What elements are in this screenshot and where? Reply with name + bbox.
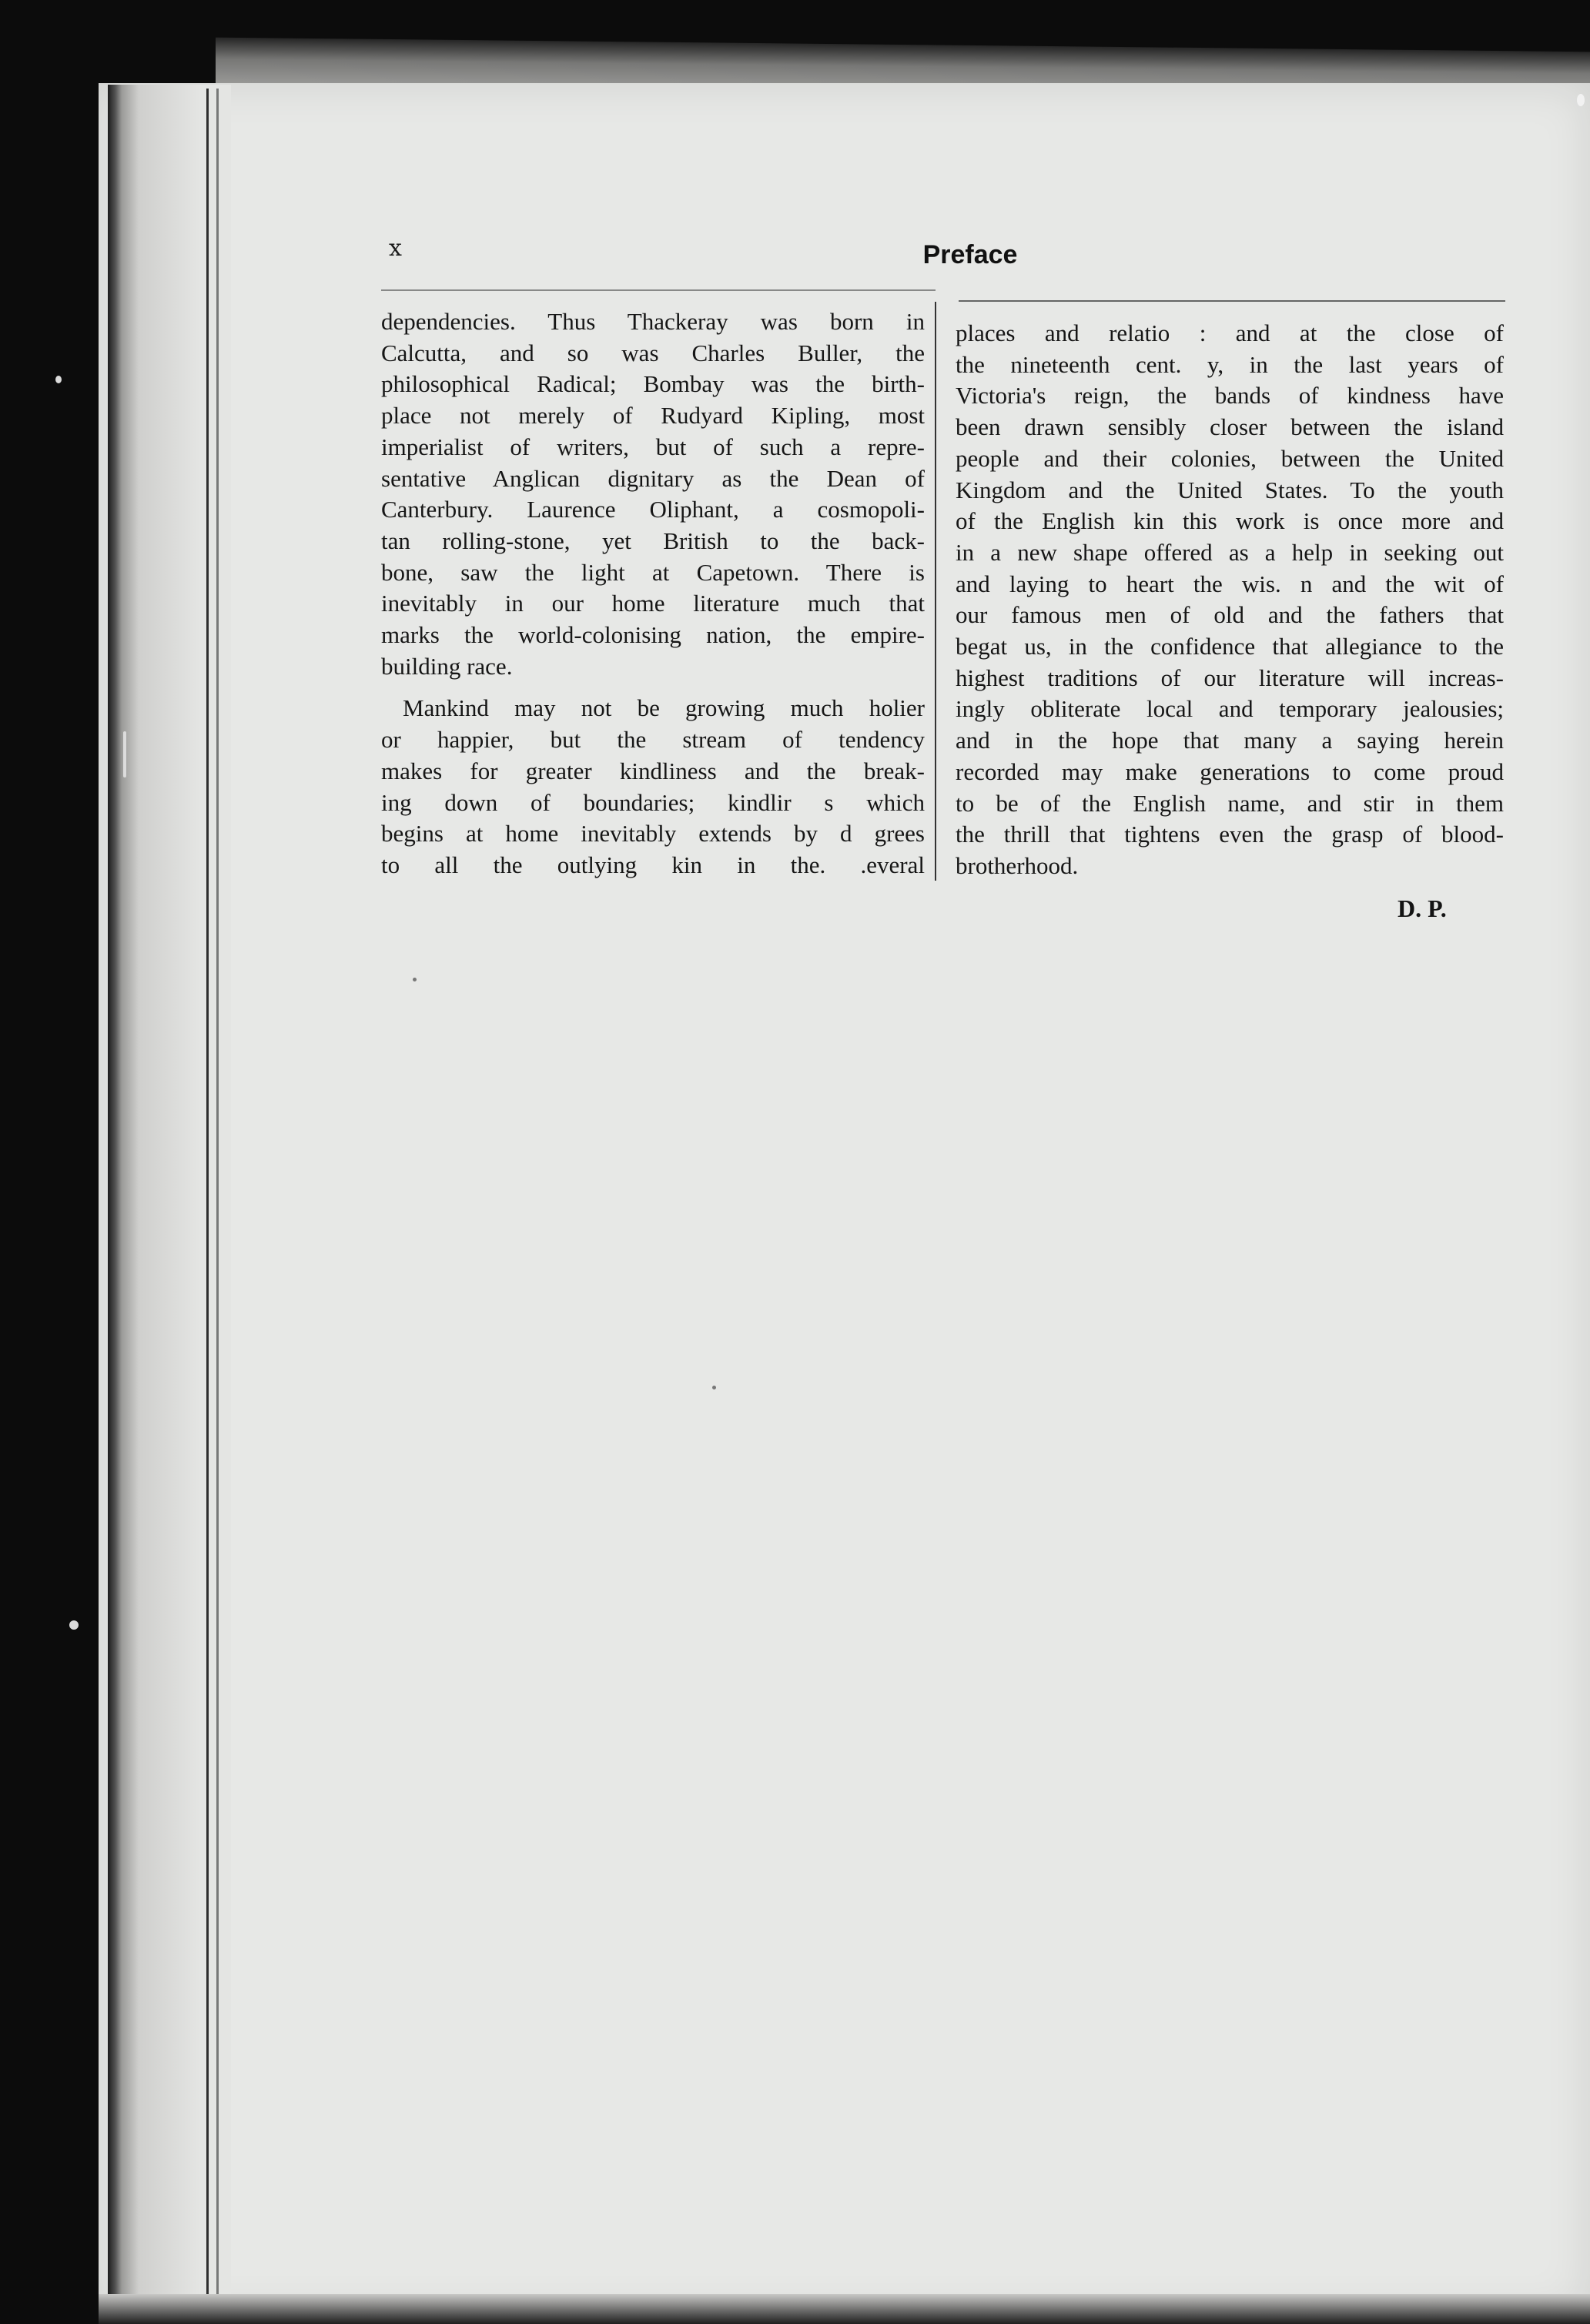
text-line: place not merely of Rudyard Kipling, most xyxy=(381,402,925,430)
scan-speck xyxy=(55,376,62,383)
text-line: philosophical Radical; Bombay was the birth- xyxy=(381,370,925,398)
header-rule-left xyxy=(381,289,936,291)
right-column xyxy=(956,318,1504,882)
header-rule-right xyxy=(959,300,1505,302)
text-line: Calcutta, and so was Charles Buller, the xyxy=(381,339,925,366)
text-line: to be of the English name, and stir in them xyxy=(956,789,1504,817)
text-line: Mankind may not be growing much holier xyxy=(403,694,925,722)
text-line: our famous men of old and the fathers that xyxy=(956,601,1504,629)
text-line: the nineteenth cent. y, in the last years of xyxy=(956,350,1504,378)
text-line: ing down of boundaries; kindlir s which xyxy=(381,788,925,816)
scan-speck xyxy=(712,1386,716,1389)
text-line: Canterbury. Laurence Oliphant, a cosmopoli- xyxy=(381,496,925,523)
text-line: sentative Anglican dignitary as the Dean of xyxy=(381,464,925,492)
left-column xyxy=(381,306,925,881)
text-line: inevitably in our home literature much that xyxy=(381,590,925,617)
text-line: or happier, but the stream of tendency xyxy=(381,726,925,754)
binding-gutter xyxy=(108,85,231,2309)
text-line: begins at home inevitably extends by d grees xyxy=(381,820,925,848)
author-initials: D. P. xyxy=(1398,894,1447,922)
page-number: x xyxy=(389,235,402,262)
scan-speck xyxy=(1577,94,1585,106)
text-line: places and relatio : and at the close of xyxy=(956,319,1504,346)
column-divider xyxy=(935,302,936,881)
text-line: the thrill that tightens even the grasp of blood- xyxy=(956,821,1504,848)
gutter-line xyxy=(216,89,219,2306)
text-line: ingly obliterate local and temporary jealousies; xyxy=(956,695,1504,723)
gutter-line xyxy=(206,89,209,2306)
paragraph-gap xyxy=(381,682,925,693)
text-line: imperialist of writers, but of such a repre- xyxy=(381,433,925,460)
text-line: makes for greater kindliness and the break- xyxy=(381,757,925,784)
running-head: Preface xyxy=(922,240,1018,269)
text-line: tan rolling-stone, yet British to the back- xyxy=(381,527,925,554)
text-line: begat us, in the confidence that allegiance to the xyxy=(956,633,1504,660)
scan-speck xyxy=(123,731,126,777)
text-line: bone, saw the light at Capetown. There is xyxy=(381,558,925,586)
text-line: Victoria's reign, the bands of kindness have xyxy=(956,382,1504,410)
text-line: Kingdom and the United States. To the youth xyxy=(956,476,1504,503)
text-line: dependencies. Thus Thackeray was born in xyxy=(381,308,925,335)
text-line: in a new shape offered as a help in seeking out xyxy=(956,538,1504,566)
text-line: marks the world-colonising nation, the empire- xyxy=(381,621,925,649)
text-line: and laying to heart the wis. n and the wit of xyxy=(956,570,1504,597)
text-line: of the English kin this work is once more and xyxy=(956,507,1504,535)
scan-speck xyxy=(413,978,417,981)
text-line: been drawn sensibly closer between the island xyxy=(956,413,1504,441)
text-line: highest traditions of our literature will increas- xyxy=(956,664,1504,691)
text-line: people and their colonies, between the United xyxy=(956,444,1504,472)
scan-speck xyxy=(69,1620,79,1630)
text-line: building race. xyxy=(381,652,513,680)
text-line: recorded may make generations to come proud xyxy=(956,757,1504,785)
text-line: to all the outlying kin in the. .everal xyxy=(381,851,925,878)
text-line: and in the hope that many a saying herein xyxy=(956,727,1504,754)
text-line: brotherhood. xyxy=(956,851,1079,879)
page-bottom-shadow xyxy=(99,2294,1590,2324)
